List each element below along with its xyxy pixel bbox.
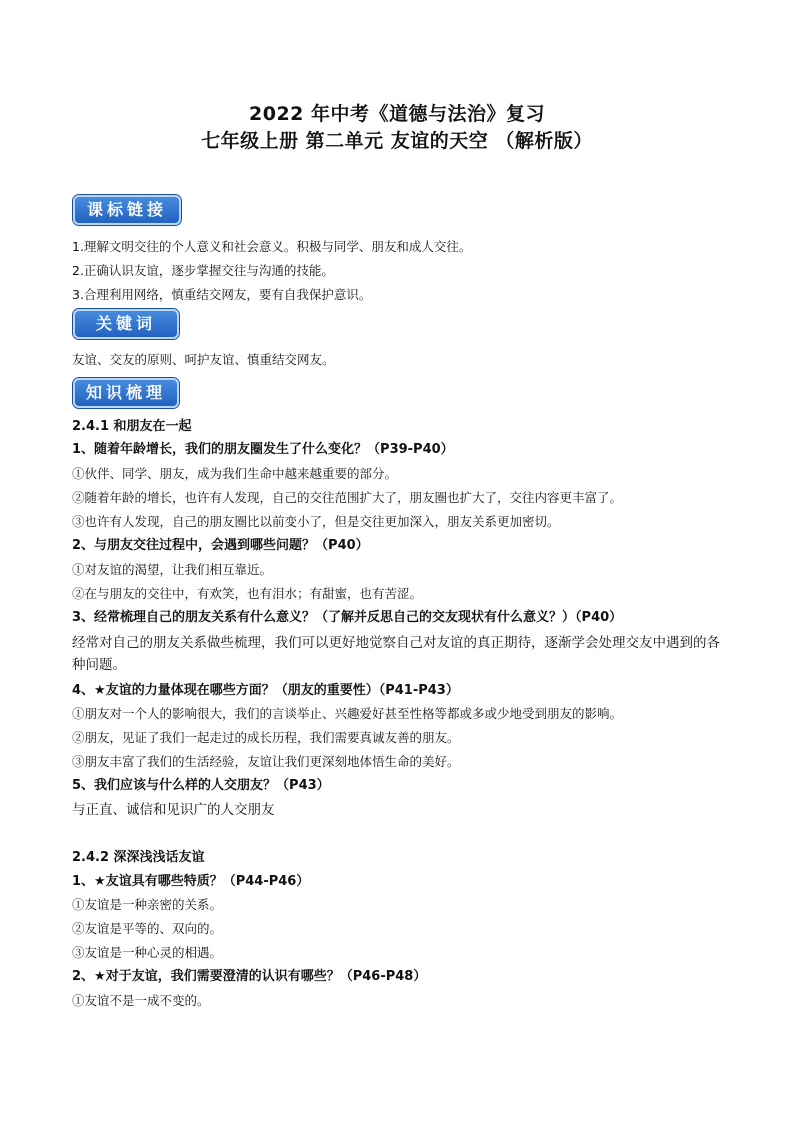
section-heading: 2.4.2 深深浅浅话友谊 [72,850,205,865]
question-heading: 1、★友谊具有哪些特质？（P44-P46） [72,874,310,889]
curriculum-item: 1.理解文明交往的个人意义和社会意义。积极与同学、朋友和成人交往。 [72,239,472,254]
curriculum-item: 3.合理利用网络，慎重结交网友，要有自我保护意识。 [72,287,372,302]
answer-line: ②在与朋友的交往中，有欢笑，也有泪水；有甜蜜，也有苦涩。 [72,586,423,601]
question-heading: 2、与朋友交往过程中，会遇到哪些问题？（P40） [72,538,369,553]
answer-line: ②友谊是平等的、双向的。 [72,921,223,936]
answer-paragraph: 经常对自己的朋友关系做些梳理，我们可以更好地觉察自己对友谊的真正期待，逐渐学会处理交友中遇到的各种问题。 [72,635,720,673]
answer-line: ①友谊是一种亲密的关系。 [72,897,223,912]
answer-line: ③朋友丰富了我们的生活经验，友谊让我们更深刻地体悟生命的美好。 [72,754,460,769]
question-heading: 2、★对于友谊，我们需要澄清的认识有哪些？（P46-P48） [72,969,427,984]
section-badge-knowledge: 知识梳理 [73,378,179,408]
section-badge-keywords: 关键词 [73,309,179,339]
keywords-text: 友谊、交友的原则、呵护友谊、慎重结交网友。 [72,352,335,367]
answer-line: ②朋友，见证了我们一起走过的成长历程，我们需要真诚友善的朋友。 [72,730,460,745]
question-heading: 3、经常梳理自己的朋友关系有什么意义？（了解并反思自己的交友现状有什么意义？）（P40） [72,610,623,625]
question-heading: 4、★友谊的力量体现在哪些方面？（朋友的重要性）（P41-P43） [72,683,459,698]
answer-line: ①友谊不是一成不变的。 [72,993,210,1008]
section-heading: 2.4.1 和朋友在一起 [72,419,192,434]
answer-line: ③也许有人发现，自己的朋友圈比以前变小了，但是交往更加深入，朋友关系更加密切。 [72,514,560,529]
section-badge-curriculum: 课标链接 [73,195,181,225]
document-title: 2022 年中考《道德与法治》复习 [249,103,545,125]
answer-line: ②随着年龄的增长，也许有人发现，自己的交往范围扩大了，朋友圈也扩大了，交往内容更丰富了。 [72,490,623,505]
answer-line: ③友谊是一种心灵的相遇。 [72,945,223,960]
answer-line: ①对友谊的渴望，让我们相互靠近。 [72,562,273,577]
answer-line: 与正直、诚信和见识广的人交朋友 [72,802,275,818]
answer-line: ①朋友对一个人的影响很大，我们的言谈举止、兴趣爱好甚至性格等都或多或少地受到朋友的影响。 [72,706,623,721]
document-subtitle: 七年级上册 第二单元 友谊的天空 （解析版） [201,130,593,152]
question-heading: 1、随着年龄增长，我们的朋友圈发生了什么变化？（P39-P40） [72,442,454,457]
curriculum-item: 2.正确认识友谊，逐步掌握交往与沟通的技能。 [72,263,334,278]
answer-line: ①伙伴、同学、朋友，成为我们生命中越来越重要的部分。 [72,466,398,481]
question-heading: 5、我们应该与什么样的人交朋友？（P43） [72,778,330,793]
